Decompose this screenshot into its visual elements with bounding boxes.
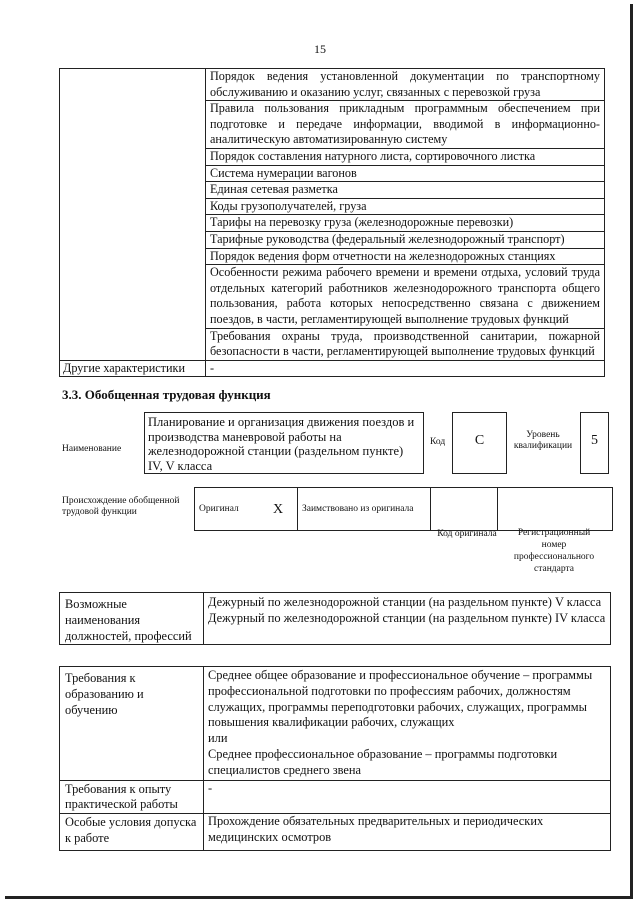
- table-cell: Особенности режима рабочего времени и времени отдыха, условий труда отдельных категорий работников железнодорожного транспорта общего пользования, работа которых непосредственно связана с движением поездов, в части, регламентирующей выполнение трудовых функций: [206, 265, 605, 328]
- name-label: Наименование: [62, 444, 122, 454]
- table-label-cell: [60, 69, 206, 361]
- table-cell: Коды грузополучателей, груза: [206, 198, 605, 215]
- qualification-level-box: 5: [580, 412, 609, 474]
- table-row: [60, 69, 605, 101]
- function-name-box: Планирование и организация движения поездов и производства маневровой работы на железнодорожной станции (раздельном пункте) IV, V класса: [144, 412, 424, 474]
- table-cell: Тарифные руководства (федеральный железнодорожный транспорт): [206, 231, 605, 248]
- table-cell: Требования охраны труда, производственной санитарии, пожарной безопасности в части, регламентирующей выполнение трудовых функций: [206, 328, 605, 360]
- original-code-cell: [431, 488, 498, 531]
- position-v-class: Дежурный по железнодорожной станции (на раздельном пункте) V класса: [208, 595, 602, 609]
- positions-label: Возможные наименования должностей, профессий: [60, 593, 204, 645]
- section-title: 3.3. Обобщенная трудовая функция: [62, 387, 271, 402]
- borrowed-label: Заимствовано из оригинала: [298, 488, 431, 531]
- table-cell: Единая сетевая разметка: [206, 182, 605, 199]
- position-iv-class: Дежурный по железнодорожной станции (на раздельном пункте) IV класса: [208, 610, 606, 625]
- table-cell: Порядок составления натурного листа, сортировочного листка: [206, 148, 605, 165]
- special-conditions-label: Особые условия допуска к работе: [60, 814, 204, 851]
- special-conditions-value: Прохождение обязательных предварительных и периодических медицинских осмотров: [204, 814, 611, 851]
- education-value: [204, 667, 611, 781]
- table-row: [60, 667, 611, 781]
- knowledge-table: [59, 68, 605, 377]
- positions-value: [204, 593, 611, 645]
- education-option-2: Среднее профессиональное образование – программы подготовки специалистов среднего звена: [208, 746, 558, 777]
- table-row: [60, 814, 611, 851]
- table-cell: Тарифы на перевозку груза (железнодорожные перевозки): [206, 215, 605, 232]
- table-cell: Система нумерации вагонов: [206, 165, 605, 182]
- code-value-box: C: [452, 412, 507, 474]
- table-row: [195, 488, 613, 531]
- registration-number-cell: [498, 488, 613, 531]
- table-row: [60, 593, 611, 645]
- education-option-1: Среднее общее образование и профессиональное обучение – программы профессиональной подготовки по профессиям рабочих, должностям служащих, программы переподготовки рабочих, служащих, программы повышения квалификации рабочих, служащих: [208, 668, 593, 730]
- other-characteristics-value: -: [206, 360, 605, 377]
- table-cell: Правила пользования прикладным программным обеспечением при подготовке и передаче информации, вводимой в информационно-аналитическую автоматизированную систему: [206, 101, 605, 149]
- table-cell: Порядок ведения установленной документации по транспортному обслуживанию и оказанию услуг, связанных с перевозкой груза: [206, 69, 605, 101]
- other-characteristics-label: Другие характеристики: [60, 360, 206, 377]
- experience-label: Требования к опыту практической работы: [60, 780, 204, 814]
- origin-label: Происхождение обобщенной трудовой функции: [62, 496, 180, 517]
- code-label: Код: [430, 437, 446, 447]
- original-mark: X: [259, 488, 298, 531]
- table-row: [60, 780, 611, 814]
- page-number: 15: [314, 42, 326, 56]
- positions-table: [59, 592, 611, 645]
- registration-number-caption: Регистрационный номер профессионального стандарта: [513, 528, 595, 574]
- table-cell: Порядок ведения форм отчетности на железнодорожных станциях: [206, 248, 605, 265]
- education-or: или: [208, 731, 228, 746]
- education-label: Требования к образованию и обучению: [60, 667, 204, 781]
- experience-value: -: [204, 780, 611, 814]
- original-label: Оригинал: [195, 488, 260, 531]
- origin-table: [194, 487, 613, 531]
- qualification-level-label: Уровень квалификации: [513, 430, 573, 451]
- requirements-table: [59, 666, 611, 851]
- table-row: [60, 360, 605, 377]
- original-code-caption: Код оригинала: [437, 529, 497, 539]
